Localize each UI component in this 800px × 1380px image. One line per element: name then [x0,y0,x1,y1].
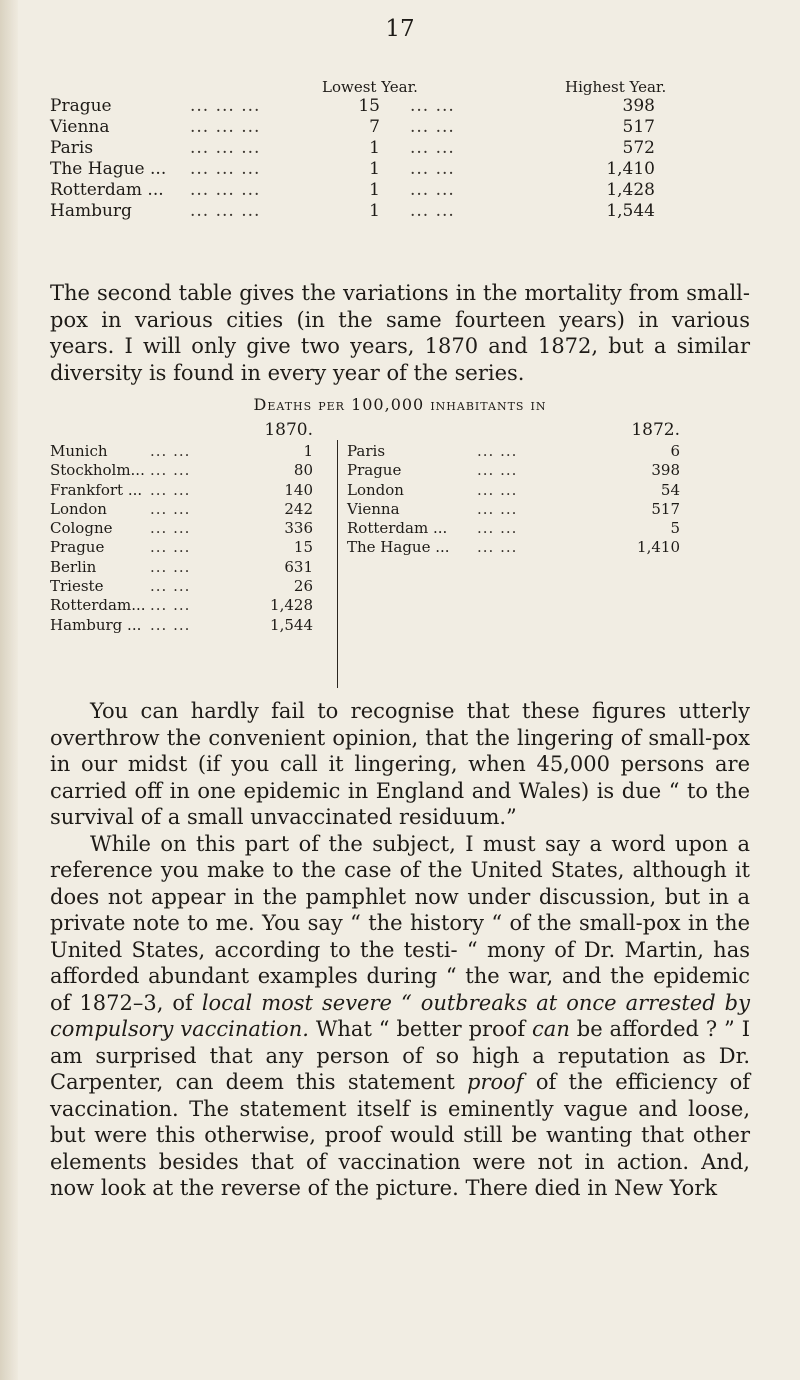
table-row [50,538,325,557]
highest-value: 1,410 [606,159,655,179]
deaths-value: 140 [284,480,313,499]
table-row [347,538,680,557]
dot-leader: ... ... [410,201,455,221]
dot-leader: ... ... [477,442,518,460]
italic-quote: local most severe “ outbreaks at once arrested by compulsory vaccination. [50,990,750,1041]
paragraph-body [50,698,750,1202]
year-1872-label: 1872. [631,420,680,440]
italic-can: can [532,1017,570,1041]
dot-leader: ... ... [410,138,455,158]
dot-leader: ... ... [150,538,191,557]
highest-value: 1,428 [606,180,655,200]
city-name: Paris [347,442,386,460]
table-body [50,96,730,222]
table-row [347,519,680,538]
dot-leader: ... ... [410,117,455,137]
dot-leader: ... ... [150,557,191,576]
lowest-value: 1 [369,180,380,200]
highest-value: 517 [622,117,655,137]
city-name: Frankfort ... [50,480,143,499]
city-name: Rotterdam ... [50,180,164,200]
table-row [50,461,325,480]
page-number: 17 [385,16,415,42]
lowest-value: 15 [358,96,380,116]
city-name: Munich [50,442,108,460]
dot-leader: ... ... [150,596,191,615]
deaths-value: 1,428 [270,596,313,615]
deaths-value: 1,410 [637,538,680,557]
lowest-highest-table [50,78,730,222]
dot-leader: ... ... ... [190,138,261,158]
deaths-value: 1,544 [270,615,313,634]
deaths-value: 54 [660,480,680,499]
city-name: London [50,499,107,518]
dot-leader: ... ... [477,538,518,557]
highest-value: 398 [622,96,655,116]
deaths-value: 242 [284,499,313,518]
table-row [50,577,325,596]
city-name: The Hague ... [50,159,167,179]
city-name: Cologne [50,519,113,538]
highest-value: 572 [622,138,655,158]
dot-leader: ... ... ... [190,159,261,179]
deaths-table-1872 [347,420,680,558]
dot-leader: ... ... [410,159,455,179]
table-header [50,78,730,96]
table-row [50,596,325,615]
city-name: Berlin [50,557,97,576]
deaths-value: 6 [670,442,680,460]
deaths-value: 15 [293,538,313,557]
dot-leader: ... ... [150,519,191,538]
city-name: Prague [50,538,105,557]
city-name: Trieste [50,577,104,596]
deaths-value: 1 [303,442,313,460]
year-header [347,420,680,442]
table-row [50,159,730,180]
table-row [50,117,730,138]
year-1870-label: 1870. [264,420,313,440]
italic-proof: proof [467,1070,524,1094]
text-segment: What “ better proof [308,1017,533,1041]
dot-leader: ... ... [150,461,191,480]
table-row [347,500,680,519]
deaths-table-heading [0,395,800,414]
text-segment: While on this part of the subject, I must say a word upon a reference you make to the case of the United States, although it does not appear in the pamphlet now under discussion, but in a private note to me. You say “ the history “ of the small-pox in the United States, according to the testi- “ mony of Dr. Martin, has afforded abundant examples during “ the war, and the epidemic of 1872–3, of [50,831,750,1015]
city-name: London [347,480,404,499]
city-name: Hamburg ... [50,615,142,634]
heading-number: 100,000 [351,395,425,414]
city-name: Rotterdam ... [347,519,448,538]
table-body [50,442,325,635]
deaths-value: 631 [284,557,313,576]
deaths-value: 336 [284,519,313,538]
dot-leader: ... ... ... [190,117,261,137]
table-row [347,461,680,480]
table-row [50,180,730,201]
deaths-value: 398 [651,461,680,480]
text-segment: of the efficiency of vaccination. The statement itself is eminently vague and loose, but were this otherwise, proof would still be wanting that other elements besides that of vaccination were not in action. And, now look at the reverse of the picture. There died in New York [50,1070,750,1200]
deaths-value: 5 [670,519,680,538]
dot-leader: ... ... [477,499,518,518]
column-divider [337,440,338,688]
dot-leader: ... ... ... [190,180,261,200]
city-name: Vienna [50,117,110,137]
table-body [347,442,680,558]
table-row [50,138,730,159]
deaths-value: 80 [293,461,313,480]
heading-part1: Deaths per [253,395,345,414]
table-row [50,481,325,500]
lowest-value: 1 [369,201,380,221]
dot-leader: ... ... [477,480,518,499]
city-name: Prague [50,96,112,116]
dot-leader: ... ... [150,480,191,499]
year-header [50,420,325,442]
paragraph-figures: You can hardly fail to recognise that these figures utterly overthrow the convenient opinion, that the lingering of small-pox in our midst (if you call it lingering, when 45,000 persons are carried off in one epidemic in England and Wales) is due “ to the survival of a small unvaccinated residuum.” [50,699,750,829]
text-segment: be afforded ? ” I am surprised that any person of so high a reputation as Dr. Carpenter, can deem this statement [50,1017,750,1094]
lowest-year-header: Lowest Year. [322,78,418,96]
table-row [50,500,325,519]
lowest-value: 1 [369,138,380,158]
dot-leader: ... ... [150,577,191,596]
deaths-value: 26 [293,577,313,596]
paragraph-intro: The second table gives the variations in the mortality from small-pox in various cities (in the same fourteen years) in various years. I will only give two years, 1870 and 1872, but a similar diversity is found in every year of the series. [50,281,750,385]
dot-leader: ... ... [150,442,191,460]
dot-leader: ... ... [150,499,191,518]
lowest-value: 7 [369,117,380,137]
highest-year-header: Highest Year. [565,78,667,96]
dot-leader: ... ... [477,461,518,480]
page-binding-edge [0,0,18,1380]
dot-leader: ... ... [410,96,455,116]
table-row [347,442,680,461]
heading-part2: inhabitants in [430,395,547,414]
city-name: Hamburg [50,201,132,221]
table-row [50,96,730,117]
table-row [347,481,680,500]
table-row [50,558,325,577]
table-row [50,519,325,538]
city-name: The Hague ... [347,538,450,557]
city-name: Rotterdam... [50,596,146,615]
city-name: Prague [347,461,402,480]
city-name: Vienna [347,499,400,518]
paragraph-united-states [50,831,750,1202]
dot-leader: ... ... [410,180,455,200]
highest-value: 1,544 [606,201,655,221]
deaths-table-1870 [50,420,325,635]
table-row [50,616,325,635]
city-name: Stockholm... [50,461,145,480]
city-name: Paris [50,138,94,158]
deaths-value: 517 [651,499,680,518]
lowest-value: 1 [369,159,380,179]
table-row [50,201,730,222]
table-row [50,442,325,461]
dot-leader: ... ... [150,615,191,634]
dot-leader: ... ... ... [190,201,261,221]
dot-leader: ... ... [477,519,518,538]
dot-leader: ... ... ... [190,96,261,116]
